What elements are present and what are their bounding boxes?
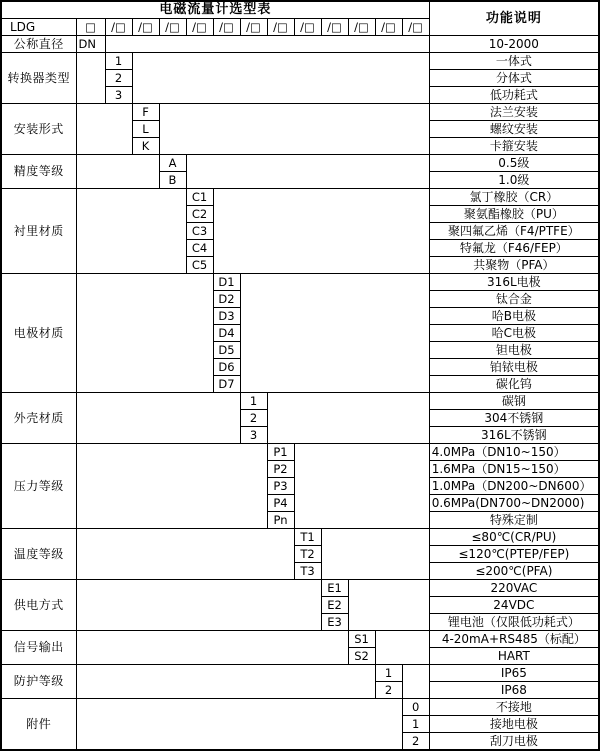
group-label-pressure-rating: 压力等级 [1, 444, 76, 529]
group-label-nominal-diameter: 公称直径 [1, 36, 76, 53]
option-code: T2 [294, 546, 321, 563]
group-label-protection-rating: 防护等级 [1, 665, 76, 699]
spacer [294, 444, 429, 529]
option-code: L [132, 121, 159, 138]
group-label-installation-type: 安装形式 [1, 104, 76, 155]
spacer [76, 53, 105, 104]
group-label-temperature-rating: 温度等级 [1, 529, 76, 580]
option-description: 1.0MPa（DN200~DN600） [429, 478, 599, 495]
spacer [132, 53, 429, 104]
option-code: C4 [186, 240, 213, 257]
option-description: 碳化钨 [429, 376, 599, 393]
spacer [76, 274, 213, 393]
option-description: 24VDC [429, 597, 599, 614]
spacer [240, 274, 429, 393]
option-code: 1 [402, 716, 429, 733]
option-code: 1 [375, 665, 402, 682]
spacer [267, 393, 429, 444]
spacer [76, 665, 375, 699]
option-code: P2 [267, 461, 294, 478]
option-code: S1 [348, 631, 375, 648]
option-description: 4-20mA+RS485（标配） [429, 631, 599, 648]
option-code: D7 [213, 376, 240, 393]
option-description: 1.6MPa（DN15~150） [429, 461, 599, 478]
option-code: S2 [348, 648, 375, 665]
option-code: D6 [213, 359, 240, 376]
model-code-slot-12: /□ [402, 19, 429, 36]
option-code: 2 [105, 70, 132, 87]
option-description: 特殊定制 [429, 512, 599, 529]
group-label-converter-type: 转换器类型 [1, 53, 76, 104]
option-code: A [159, 155, 186, 172]
option-description: 共聚物（PFA） [429, 257, 599, 274]
function-column-header: 功能说明 [429, 1, 599, 36]
option-code: P1 [267, 444, 294, 461]
option-code: Pn [267, 512, 294, 529]
spacer [76, 393, 240, 444]
option-description: 螺纹安装 [429, 121, 599, 138]
model-code-slot-2: /□ [132, 19, 159, 36]
option-description: 法兰安装 [429, 104, 599, 121]
option-description: 1.0级 [429, 172, 599, 189]
model-code-slot-8: /□ [294, 19, 321, 36]
group-label-power-supply: 供电方式 [1, 580, 76, 631]
spacer [76, 580, 321, 631]
option-code: 2 [402, 733, 429, 751]
option-code: D1 [213, 274, 240, 291]
option-description: ≤200℃(PFA) [429, 563, 599, 580]
option-description: 氯丁橡胶（CR） [429, 189, 599, 206]
option-description: 一体式 [429, 53, 599, 70]
model-prefix: LDG [1, 19, 76, 36]
option-description: 接地电极 [429, 716, 599, 733]
option-description: 0.6MPa(DN700~DN2000) [429, 495, 599, 512]
spacer [402, 665, 429, 699]
option-code: 1 [105, 53, 132, 70]
nominal-diameter-row [1, 36, 599, 53]
option-description: 卡箍安装 [429, 138, 599, 155]
option-code: E3 [321, 614, 348, 631]
group-label-electrode-material: 电极材质 [1, 274, 76, 393]
option-description: ≤120℃(PTEP/FEP) [429, 546, 599, 563]
option-description: 10-2000 [429, 36, 599, 53]
option-code: 3 [240, 427, 267, 444]
option-description: ≤80℃(CR/PU) [429, 529, 599, 546]
option-code: P3 [267, 478, 294, 495]
spacer [76, 104, 132, 155]
spacer [76, 699, 402, 751]
option-code: E1 [321, 580, 348, 597]
spacer [159, 104, 429, 155]
model-code-slot-1: /□ [105, 19, 132, 36]
spacer [348, 580, 429, 631]
option-code: D3 [213, 308, 240, 325]
option-code: 3 [105, 87, 132, 104]
option-code: DN [76, 36, 105, 53]
spacer [76, 189, 186, 274]
model-code-slot-5: /□ [213, 19, 240, 36]
option-description: 哈B电极 [429, 308, 599, 325]
option-code: T1 [294, 529, 321, 546]
option-description: 0.5级 [429, 155, 599, 172]
model-code-slot-10: /□ [348, 19, 375, 36]
option-code: P4 [267, 495, 294, 512]
option-description: 316L不锈钢 [429, 427, 599, 444]
option-code: E2 [321, 597, 348, 614]
spacer [186, 155, 429, 189]
spacer [375, 631, 429, 665]
model-code-slot-4: /□ [186, 19, 213, 36]
page-title: 电磁流量计选型表 [1, 1, 429, 19]
option-description: 钛合金 [429, 291, 599, 308]
spacer [105, 36, 429, 53]
option-description: IP68 [429, 682, 599, 699]
group-label-accuracy-class: 精度等级 [1, 155, 76, 189]
option-code: C2 [186, 206, 213, 223]
option-description: 220VAC [429, 580, 599, 597]
option-code: D2 [213, 291, 240, 308]
option-description: 哈C电极 [429, 325, 599, 342]
spacer [213, 189, 429, 274]
model-code-slot-7: /□ [267, 19, 294, 36]
option-description: 碳钢 [429, 393, 599, 410]
option-description: 钽电极 [429, 342, 599, 359]
option-code: 2 [375, 682, 402, 699]
option-description: 分体式 [429, 70, 599, 87]
option-code: T3 [294, 563, 321, 580]
option-code: 1 [240, 393, 267, 410]
group-label-signal-output: 信号输出 [1, 631, 76, 665]
model-code-slot-3: /□ [159, 19, 186, 36]
option-description: 铂铱电极 [429, 359, 599, 376]
option-description: HART [429, 648, 599, 665]
model-code-slot-11: /□ [375, 19, 402, 36]
model-code-slot-9: /□ [321, 19, 348, 36]
option-description: 刮刀电极 [429, 733, 599, 751]
option-code: D5 [213, 342, 240, 359]
spacer [76, 529, 294, 580]
spacer [76, 444, 267, 529]
option-code: F [132, 104, 159, 121]
group-label-lining-material: 衬里材质 [1, 189, 76, 274]
option-code: B [159, 172, 186, 189]
option-description: 316L电极 [429, 274, 599, 291]
option-description: IP65 [429, 665, 599, 682]
spacer [76, 155, 159, 189]
option-code: C1 [186, 189, 213, 206]
option-description: 特氟龙（F46/FEP） [429, 240, 599, 257]
spacer [76, 631, 348, 665]
option-code: C3 [186, 223, 213, 240]
option-code: 0 [402, 699, 429, 716]
option-code: K [132, 138, 159, 155]
option-description: 304不锈钢 [429, 410, 599, 427]
option-description: 锂电池（仅限低功耗式） [429, 614, 599, 631]
option-description: 聚四氟乙烯（F4/PTFE） [429, 223, 599, 240]
model-code-slot-6: /□ [240, 19, 267, 36]
option-code: 2 [240, 410, 267, 427]
group-label-accessories: 附件 [1, 699, 76, 751]
option-description: 不接地 [429, 699, 599, 716]
option-code: D4 [213, 325, 240, 342]
option-description: 聚氨酯橡胶（PU） [429, 206, 599, 223]
spacer [321, 529, 429, 580]
group-label-housing-material: 外壳材质 [1, 393, 76, 444]
option-description: 低功耗式 [429, 87, 599, 104]
option-description: 4.0MPa（DN10~150） [429, 444, 599, 461]
model-code-box: □ [76, 19, 105, 36]
option-code: C5 [186, 257, 213, 274]
